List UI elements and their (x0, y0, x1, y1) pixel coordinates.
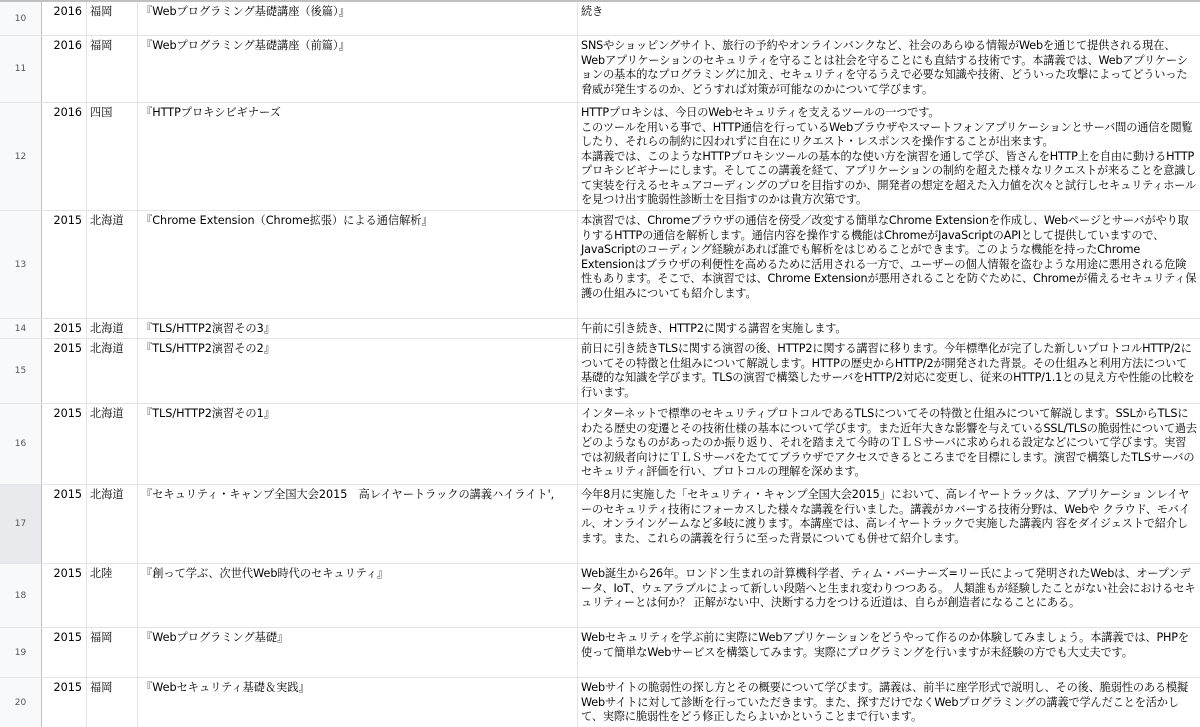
year-cell[interactable]: 2015 (42, 211, 87, 318)
year-cell[interactable]: 2015 (42, 628, 87, 677)
title-cell[interactable]: 『Webプログラミング基礎』 (138, 628, 578, 677)
area-cell[interactable]: 四国 (87, 103, 138, 210)
description-cell[interactable]: 続き (581, 5, 604, 18)
title-cell[interactable]: 『Webセキュリティ基礎＆実践』 (138, 678, 578, 727)
title-cell[interactable]: 『Webプログラミング基礎講座（前篇）』 (138, 36, 578, 102)
area-cell[interactable]: 北海道 (87, 485, 138, 563)
row-number[interactable]: 13 (0, 211, 42, 318)
area-cell[interactable]: 北陸 (87, 564, 138, 627)
title-cell[interactable]: 『Chrome Extension（Chrome拡張）による通信解析』 (138, 211, 578, 318)
row-number[interactable]: 12 (0, 103, 42, 210)
year-cell[interactable]: 2015 (42, 319, 87, 338)
table-row[interactable] (0, 211, 1200, 319)
row-number[interactable]: 19 (0, 628, 42, 677)
row-number[interactable]: 14 (0, 319, 42, 338)
area-cell[interactable]: 北海道 (87, 339, 138, 403)
year-cell[interactable]: 2015 (42, 485, 87, 563)
area-cell[interactable]: 福岡 (87, 2, 138, 35)
table-row[interactable] (0, 339, 1200, 404)
description-cell[interactable]: Webサイトの脆弱性の探し方とその概要について学びます。講義は、前半に座学形式で説明し、その後、脆弱性のある模擬Webサイトに対して診断を行っていただきます。また、探すだけでなくWebプログラミングの講義で学んだことを活かして、実際に脆弱性をどう修正したらよいかということまで行います。 (581, 681, 1189, 723)
row-number[interactable]: 16 (0, 404, 42, 484)
description-cell[interactable]: 本演習では、Chromeブラウザの通信を傍受／改変する簡単なChrome Extensionを作成し、Webページとサーバがやり取りするHTTPの通信を解析します。通信内容を操作する機能はChromeがJavaScriptのAPIとして提供していますので、JavaScriptのコーディング経験があれば誰でも解析をはじめることができます。このような機能を持ったChrome Extensionはブラウザの利便性を高めるために活用される一方で、ユーザーの個人情報を盗むような用途に悪用される危険性もあります。そこで、本演習では、Chrome Extensionが悪用されることを防ぐために、Chromeが備えるセキュリティ保護の仕組みについても紹介します。 (581, 214, 1197, 300)
year-cell[interactable]: 2015 (42, 564, 87, 627)
area-cell[interactable]: 福岡 (87, 628, 138, 677)
table-row[interactable] (0, 564, 1200, 628)
table-row[interactable] (0, 36, 1200, 103)
year-cell[interactable]: 2016 (42, 36, 87, 102)
year-cell[interactable]: 2015 (42, 339, 87, 403)
description-cell[interactable]: Web誕生から26年。ロンドン生まれの計算機科学者、ティム・バーナーズ=リー氏によって発明されたWebは、オープンデータ、IoT、ウェアラブルによって新しい段階へと生まれ変わりつつある。 人類誰もが経験したことがない社会におけるセキュリティーとは何か？ 正解がない中、決断する力をつける近道は、自らが創造者になることにある。 (581, 567, 1196, 609)
table-row[interactable] (0, 2, 1200, 36)
year-cell[interactable]: 2015 (42, 678, 87, 727)
description-cell[interactable]: インターネットで標準のセキュリティプロトコルであるTLSについてその特徴と仕組みについて解説します。SSLからTLSにわたる歴史の変遷とその技術仕様の基本について学びます。また近年大きな影響を与えているSSL/TLSの脆弱性について過去どのようなものがあったのか振り返り、それを踏まえて今時のＴＬＳサーバに求められる設定などについて学びます。実習では初級者向けにＴＬＳサーバをたててブラウザでアクセスできるところまでを目標にします。演習で構築したTLSサーバのセキュリティ評価を行い、プロトコルの理解を深めます。 (581, 407, 1197, 478)
area-cell[interactable]: 福岡 (87, 36, 138, 102)
description-cell[interactable]: HTTPプロキシは、今日のWebセキュリティを支えるツールの一つです。 このツールを用いる事で、HTTP通信を行っているWebブラウザやスマートフォンアプリケーションとサーバ間の通信を閲覧したり、それらの制約に囚われずに自在にリクエスト・レスポンスを操作することが出来ます。 本講義では、このようなHTTPプロキシツールの基本的な使い方を演習を通して学び、皆さんをHTTP上を自由に動けるHTTPプロキシビギナーにします。そしてこの講義を経て、アプリケーションの制約を超えた様々なリクエストが来ることを意識して実装を行えるセキュアコーディングのプロを目指すのか、開発者の想定を超えた入力値を次々と試行しセキュリティホールを見つけ出す脆弱性診断士を目指すのかは貴方次第です。 (581, 106, 1197, 206)
title-cell[interactable]: 『Webプログラミング基礎講座（後篇）』 (138, 2, 578, 35)
title-cell[interactable]: 『TLS/HTTP2演習その2』 (138, 339, 578, 403)
table-row[interactable] (0, 103, 1200, 211)
description-cell[interactable]: 今年8月に実施した「セキュリティ・キャンプ全国大会2015」において、高レイヤートラックは、アプリケーショ ンレイヤーのセキュリティ技術にフォーカスした様々な講義を行いました。講義がカバーする技術分野は、Webや クラウド、モバイル、オンラインゲームなど多岐に渡ります。本講座では、高レイヤートラックで実施した講義内 容をダイジェストで紹介します。また、これらの講義を行うに至った背景についても併せて紹介します。 (581, 488, 1190, 545)
title-cell[interactable]: 『創って学ぶ、次世代Web時代のセキュリティ』 (138, 564, 578, 627)
description-cell[interactable]: 前日に引き続きTLSに関する演習の後、HTTP2に関する講習に移ります。今年標準化が完了した新しいプロトコルHTTP/2についてその特徴と仕組みについて解説します。HTTPの歴史からHTTP/2が開発された背景。その仕組みと利用方法について基礎的な知識を学びます。TLSの演習で構築したサーバをHTTP/2対応に変更し、従来のHTTP/1.1との見え方や性能の比較を行います。 (581, 342, 1195, 399)
row-number[interactable]: 17 (0, 485, 42, 563)
table-row[interactable] (0, 485, 1200, 564)
area-cell[interactable]: 北海道 (87, 319, 138, 338)
year-cell[interactable]: 2016 (42, 103, 87, 210)
area-cell[interactable]: 北海道 (87, 404, 138, 484)
year-cell[interactable]: 2016 (42, 2, 87, 35)
year-cell[interactable]: 2015 (42, 404, 87, 484)
row-number[interactable]: 18 (0, 564, 42, 627)
table-row[interactable] (0, 319, 1200, 339)
row-number[interactable]: 15 (0, 339, 42, 403)
title-cell[interactable]: 『TLS/HTTP2演習その1』 (138, 404, 578, 484)
description-cell[interactable]: SNSやショッピングサイト、旅行の予約やオンラインバンクなど、社会のあらゆる情報がWebを通じて提供される現在、Webアプリケーションのセキュリティを守ることは社会を守ることにも直結する技術です。本講義では、Webアプリケーションの基本的なプログラミングに加え、セキュリティを守るうえで必要な知識や技術、どういった攻撃によってどういった脅威が発生するのか、どうすれば対策が可能なのかについて学びます。 (581, 39, 1188, 96)
title-cell[interactable]: 『TLS/HTTP2演習その3』 (138, 319, 578, 338)
area-cell[interactable]: 北海道 (87, 211, 138, 318)
description-cell[interactable]: Webセキュリティを学ぶ前に実際にWebアプリケーションをどうやって作るのか体験してみましょう。本講義では、PHPを使って簡単なWebサービスを構築してみます。実際にプログラミングを行いますが未経験の方でも大丈夫です。 (581, 631, 1189, 659)
table-row[interactable] (0, 628, 1200, 678)
table-row[interactable] (0, 678, 1200, 727)
description-cell[interactable]: 午前に引き続き、HTTP2に関する講習を実施します。 (581, 322, 847, 335)
row-number[interactable]: 11 (0, 36, 42, 102)
row-number[interactable]: 20 (0, 678, 42, 727)
table-row[interactable] (0, 404, 1200, 485)
title-cell[interactable]: 『セキュリティ・キャンプ全国大会2015 高レイヤートラックの講義ハイライト', (138, 485, 578, 563)
title-cell[interactable]: 『HTTPプロキシビギナーズ (138, 103, 578, 210)
area-cell[interactable]: 福岡 (87, 678, 138, 727)
row-number[interactable]: 10 (0, 2, 42, 35)
